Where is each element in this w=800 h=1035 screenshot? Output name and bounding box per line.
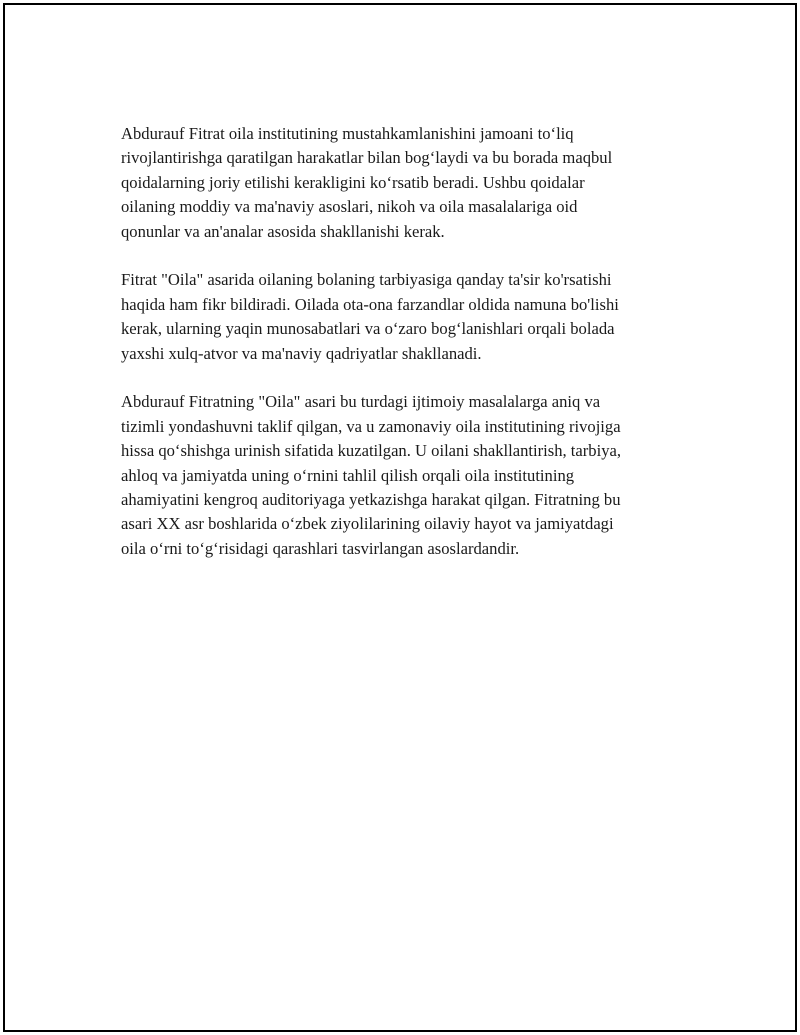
document-body [121, 122, 701, 586]
text-line: hissa qo‘shishga urinish sifatida kuzatilgan. U oilani shakllantirish, tarbiya, [121, 441, 622, 461]
text-line: yaxshi xulq-atvor va ma'naviy qadriyatlar shakllanadi. [121, 343, 482, 363]
text-line: rivojlantirishga qaratilgan harakatlar bilan bog‘laydi va bu borada maqbul [121, 148, 613, 168]
paragraph-3 [121, 390, 701, 561]
text-line: kerak, ularning yaqin munosabatlari va o‘zaro bog‘lanishlari orqali bolada [121, 319, 615, 339]
text-line: asari XX asr boshlarida o‘zbek ziyolilarining oilaviy hayot va jamiyatdagi [121, 514, 614, 534]
text-line: oilaning moddiy va ma'naviy asoslari, nikoh va oila masalalariga oid [121, 197, 578, 217]
text-line: ahloq va jamiyatda uning o‘rnini tahlil qilish orqali oila institutining [121, 465, 575, 485]
page-frame [3, 3, 797, 1032]
text-line: qonunlar va an'analar asosida shakllanishi kerak. [121, 221, 445, 241]
text-line: ahamiyatini kengroq auditoriyaga yetkazishga harakat qilgan. Fitratning bu [121, 490, 621, 510]
text-line: Abdurauf Fitratning "Oila" asari bu turdagi ijtimoiy masalalarga aniq va [121, 392, 601, 412]
paragraph-2 [121, 268, 701, 366]
text-line: oila o‘rni to‘g‘risidagi qarashlari tasvirlangan asoslardandir. [121, 538, 520, 558]
text-line: Fitrat "Oila" asarida oilaning bolaning tarbiyasiga qanday ta'sir ko'rsatishi [121, 270, 612, 290]
paragraph-1 [121, 122, 701, 244]
text-line: qoidalarning joriy etilishi kerakligini ko‘rsatib beradi. Ushbu qoidalar [121, 172, 585, 192]
text-line: tizimli yondashuvni taklif qilgan, va u zamonaviy oila institutining rivojiga [121, 416, 621, 436]
text-line: haqida ham fikr bildiradi. Oilada ota-ona farzandlar oldida namuna bo'lishi [121, 294, 619, 314]
text-line: Abdurauf Fitrat oila institutining mustahkamlanishini jamoani to‘liq [121, 124, 574, 143]
